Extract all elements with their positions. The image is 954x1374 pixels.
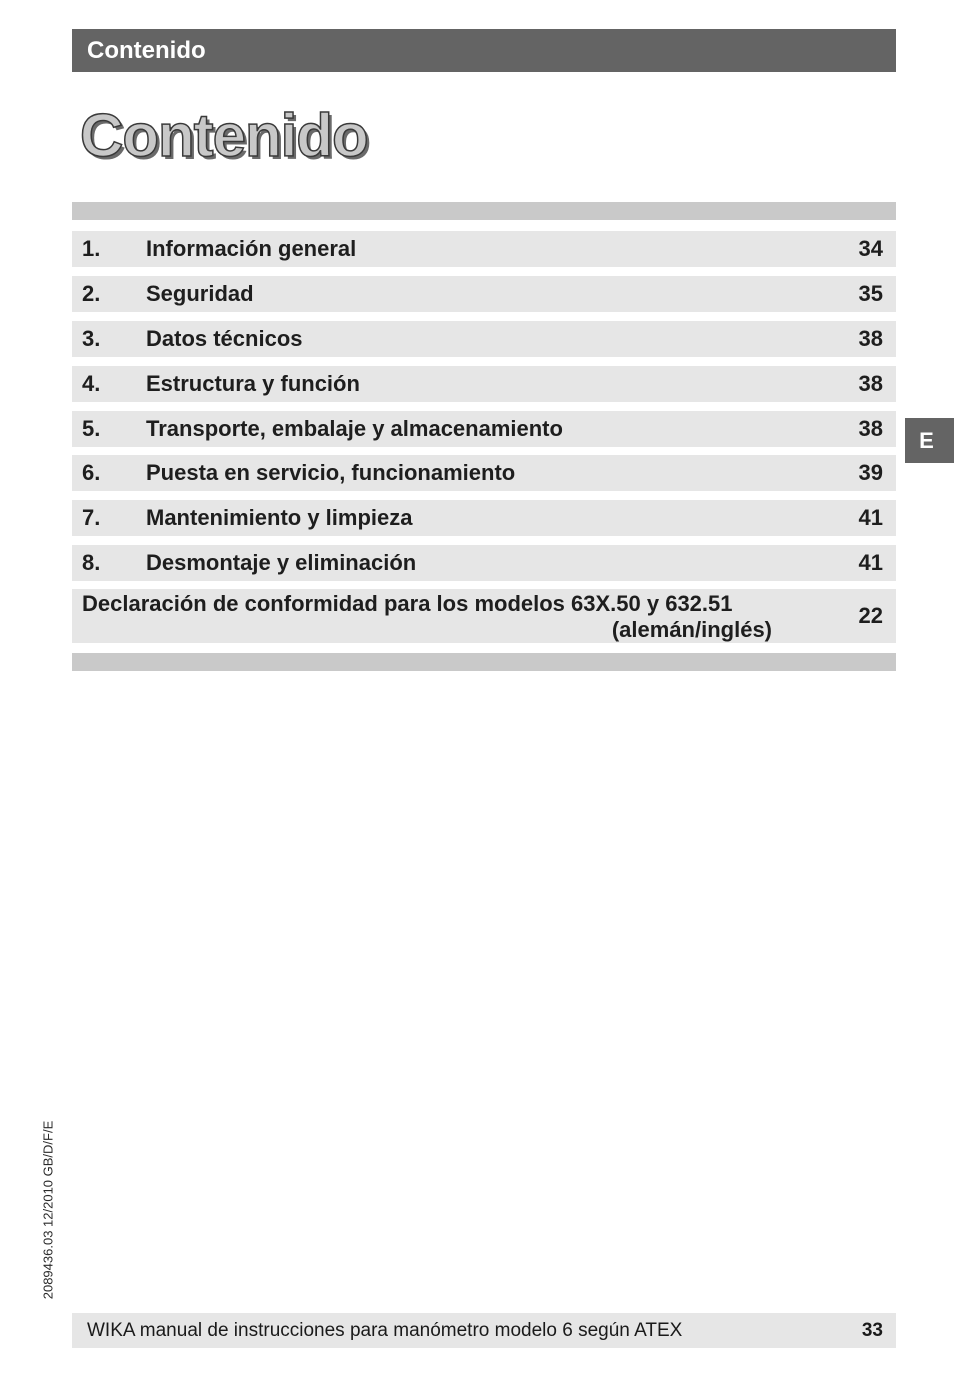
toc-item-title: Seguridad — [146, 281, 254, 306]
language-tab — [905, 418, 954, 463]
toc-item[interactable] — [72, 321, 896, 357]
toc-item-page: 39 — [858, 460, 883, 485]
toc-top-rule — [72, 202, 896, 220]
footer-text: WIKA manual de instrucciones para manómetro modelo 6 según ATEX — [87, 1320, 683, 1341]
toc-item-title: Desmontaje y eliminación — [146, 550, 417, 575]
page-title: Contenido — [80, 102, 368, 169]
toc-item-number: 5. — [82, 416, 101, 441]
toc-declaration-page: 22 — [858, 603, 883, 628]
toc-declaration-title — [82, 591, 772, 643]
toc-item[interactable] — [72, 545, 896, 581]
toc-item-number: 4. — [82, 371, 101, 396]
toc-item[interactable] — [72, 500, 896, 536]
toc-item-page: 35 — [858, 281, 883, 306]
page-number: 33 — [861, 1320, 883, 1341]
toc-item-page: 41 — [858, 505, 883, 530]
toc-item-page: 38 — [858, 371, 883, 396]
toc-item[interactable] — [72, 455, 896, 491]
toc-declaration-line1: Declaración de conformidad para los modelos 63X.50 y 632.51 — [82, 591, 733, 616]
toc-item-title: Mantenimiento y limpieza — [146, 505, 413, 530]
toc-item-number: 6. — [82, 460, 101, 485]
toc-item-page: 38 — [858, 416, 883, 441]
document-code: 2089436.03 12/2010 GB/D/F/E — [40, 1120, 56, 1300]
toc-item-number: 1. — [82, 236, 101, 261]
toc-item-page: 41 — [858, 550, 883, 575]
toc-item-number: 2. — [82, 281, 101, 306]
toc-item-page: 34 — [858, 236, 883, 261]
toc-item-number: 3. — [82, 326, 101, 351]
toc-declaration-line2: (alemán/inglés) — [611, 617, 772, 642]
toc-item[interactable] — [72, 366, 896, 402]
toc-item-page: 38 — [858, 326, 883, 351]
language-tab-label: E — [919, 427, 934, 453]
toc-item-number: 7. — [82, 505, 101, 530]
toc-bottom-rule — [72, 653, 896, 671]
toc-item-title: Estructura y función — [146, 371, 360, 396]
header-bar — [72, 29, 896, 72]
toc-item[interactable] — [72, 276, 896, 312]
header-title: Contenido — [87, 36, 206, 64]
toc-item-title: Puesta en servicio, funcionamiento — [146, 460, 516, 485]
footer-bar — [72, 1313, 896, 1348]
toc-item-title: Datos técnicos — [146, 326, 303, 351]
toc-declaration[interactable] — [72, 589, 896, 643]
toc-item[interactable] — [72, 231, 896, 267]
toc-item[interactable] — [72, 411, 896, 447]
toc-item-title: Información general — [146, 236, 357, 261]
toc-item-title: Transporte, embalaje y almacenamiento — [146, 416, 563, 441]
toc-item-number: 8. — [82, 550, 101, 575]
